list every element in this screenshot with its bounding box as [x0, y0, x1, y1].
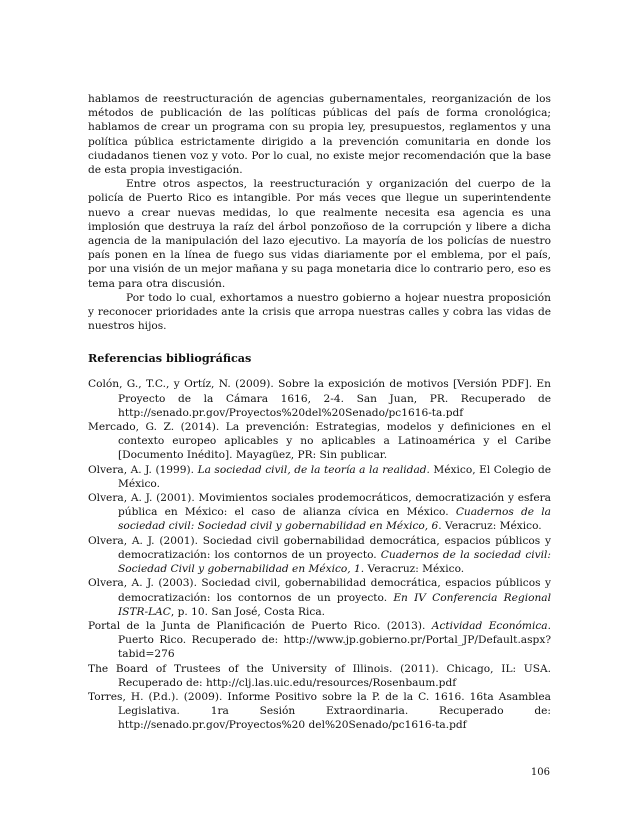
reference-item: Olvera, A. J. (2003). Sociedad civil, gobernabilidad democrática, espacios públicos y democratización: los contornos de un proyecto. En IV Conferencia Regional ISTR-LAC, p. 10. San José, Costa Rica.: [88, 577, 551, 618]
body-paragraph: Por todo lo cual, exhortamos a nuestro gobierno a hojear nuestra proposición y reconocer prioridades ante la crisis que arropa nuestras calles y cobra las vidas de nuestros hijos.: [88, 291, 551, 333]
body-paragraph: hablamos de reestructuración de agencias gubernamentales, reorganización de los métodos de publicación de las políticas públicas del país de forma cronológica; hablamos de crear un programa con su propia ley, presupuestos, reglamentos y una política pública estrictamente dirigido a la prevención comunitaria en donde los ciudadanos tienen voz y voto. Por lo cual, no existe mejor recomendación que la base de esta propia investigación.: [88, 93, 551, 177]
references-list: [88, 377, 551, 732]
reference-item: Colón, G., T.C., y Ortíz, N. (2009). Sobre la exposición de motivos [Versión PDF]. En Proyecto de la Cámara 1616, 2-4. San Juan, PR. Recuperado de http://senado.pr.gov/Proyectos%20del%20Senado/pc1616-ta.pdf: [88, 378, 551, 419]
reference-item: Portal de la Junta de Planificación de Puerto Rico. (2013). Actividad Económica. Puerto Rico. Recuperado de: http://www.jp.gobierno.pr/Portal_JP/Default.aspx?tabid=276: [88, 619, 551, 661]
reference-item: Torres, H. (P.d.). (2009). Informe Positivo sobre la P. de la C. 1616. 16ta Asamblea Legislativa. 1ra Sesión Extraordinaria. Recuperado de: http://senado.pr.gov/Proyectos%20 del%20Senado/pc1616-ta.pdf: [88, 690, 551, 732]
references-heading: Referencias bibliográficas: [88, 351, 252, 366]
reference-item: The Board of Trustees of the University of Illinois. (2011). Chicago, IL: USA. Recuperado de: http://clj.las.uic.edu/resources/Rosenbaum.pdf: [88, 662, 551, 689]
reference-item: Olvera, A. J. (1999). La sociedad civil, de la teoría a la realidad. México, El Colegio de México.: [88, 463, 552, 490]
page-number: 106: [530, 767, 550, 778]
reference-item: Olvera, A. J. (2001). Sociedad civil gobernabilidad democrática, espacios públicos y democratización: los contornos de un proyecto. Cuadernos de la sociedad civil: Sociedad Civil y gobernabilidad en México, 1. Veracruz: México.: [88, 534, 551, 576]
reference-item: Mercado, G. Z. (2014). La prevención: Estrategias, modelos y definiciones en el contexto europeo aplicables y no aplicables a Latinoamérica y el Caribe [Documento Inédito]. Mayagüez, PR: Sin publicar.: [88, 421, 551, 462]
reference-item: Olvera, A. J. (2001). Movimientos sociales prodemocráticos, democratización y esfera pública en México: el caso de alianza cívica en México. Cuadernos de la sociedad civil: Sociedad civil y gobernabilidad en México, 6. Veracruz: México.: [88, 492, 551, 533]
document-page: [88, 92, 551, 733]
body-paragraph: Entre otros aspectos, la reestructuración y organización del cuerpo de la policía de Puerto Rico es intangible. Por más veces que llegue un superintendente nuevo a crear nuevas medidas, lo que realmente necesita esa agencia es una implosión que destruya la raíz del árbol ponzoñoso de la corrupción y libere a dicha agencia de la manipulación del lazo ejecutivo. La mayoría de los policías de nuestro país ponen en la línea de fuego sus vidas diariamente por el emblema, por el país, por una visión de un mejor mañana y su paga monetaria dice lo contrario pero, eso es tema para otra discusión.: [88, 178, 551, 290]
